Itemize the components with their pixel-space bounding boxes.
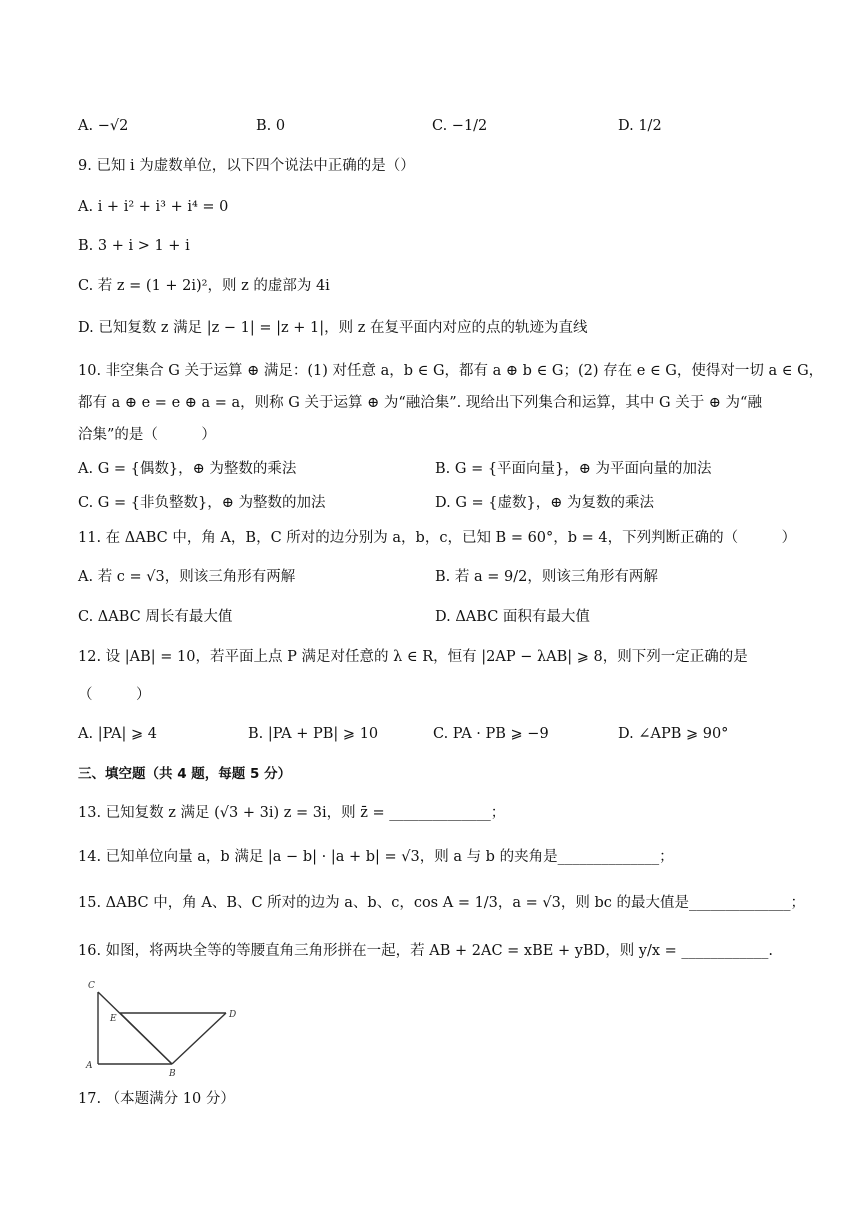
q12-option-b: B. |PA + PB| ⩾ 10 [248, 726, 379, 742]
figure-label-c: C [88, 981, 95, 991]
q10-stem-line3: 洽集”的是（ ） [78, 427, 216, 443]
q8-option-a: A. −√2 [78, 118, 129, 134]
q16-stem: 16. 如图，将两块全等的等腰直角三角形拼在一起，若 AB + 2AC = xBE + yBD，则 y/x = ____________. [78, 943, 774, 959]
q9-option-a: A. i + i² + i³ + i⁴ = 0 [78, 199, 229, 215]
q10-option-a: A. G = {偶数}，⊕ 为整数的乘法 [78, 461, 297, 477]
figure-label-d: D [229, 1010, 237, 1020]
q14-stem: 14. 已知单位向量 a，b 满足 |a − b| · |a + b| = √3，则 a 与 b 的夹角是______________； [78, 849, 674, 865]
figure-label-a: A [86, 1061, 93, 1071]
q9-option-d: D. 已知复数 z 满足 |z − 1| = |z + 1|，则 z 在复平面内对应的点的轨迹为直线 [78, 320, 588, 336]
q10-option-c: C. G = {非负整数}，⊕ 为整数的加法 [78, 495, 326, 511]
q12-option-c: C. PA · PB ⩾ −9 [433, 726, 549, 742]
q12-option-a: A. |PA| ⩾ 4 [78, 726, 157, 742]
q11-stem: 11. 在 ΔABC 中，角 A，B，C 所对的边分别为 a，b，c，已知 B = 60°，b = 4，下列判断正确的（ ） [78, 530, 797, 546]
section-fill-in-heading: 三、填空题（共 4 题，每题 5 分） [78, 766, 292, 782]
q11-option-a: A. 若 c = √3，则该三角形有两解 [78, 569, 296, 585]
q8-option-c: C. −1/2 [432, 118, 488, 134]
q15-stem: 15. ΔABC 中，角 A、B、C 所对的边为 a、b、c，cos A = 1/3，a = √3，则 bc 的最大值是______________； [78, 895, 806, 911]
figure-label-b: B [169, 1069, 176, 1078]
q9-option-b: B. 3 + i > 1 + i [78, 238, 190, 254]
q12-option-d: D. ∠APB ⩾ 90° [618, 726, 729, 742]
q11-option-d: D. ΔABC 面积有最大值 [435, 609, 590, 625]
q11-option-c: C. ΔABC 周长有最大值 [78, 609, 233, 625]
q10-stem-line1: 10. 非空集合 G 关于运算 ⊕ 满足：(1) 对任意 a，b ∈ G，都有 a ⊕ b ∈ G；(2) 存在 e ∈ G，使得对一切 a ∈ G， [78, 363, 824, 379]
q11-option-b: B. 若 a = 9/2，则该三角形有两解 [435, 569, 658, 585]
q9-option-c: C. 若 z = (1 + 2i)²，则 z 的虚部为 4i [78, 278, 330, 294]
q10-stem-line2: 都有 a ⊕ e = e ⊕ a = a，则称 G 关于运算 ⊕ 为“融洽集”. 现给出下列集合和运算，其中 G 关于 ⊕ 为“融 [78, 395, 762, 411]
q9-stem: 9. 已知 i 为虚数单位，以下四个说法中正确的是（） [78, 158, 415, 174]
q8-option-b: B. 0 [256, 118, 286, 134]
triangles-figure [80, 978, 250, 1078]
q13-stem: 13. 已知复数 z 满足 (√3 + 3i) z = 3i，则 z̄ = ______________； [78, 805, 506, 821]
figure-label-e: E [110, 1014, 117, 1024]
q12-stem-line2: （ ） [78, 687, 151, 703]
q12-stem-line1: 12. 设 |AB| = 10，若平面上点 P 满足对任意的 λ ∈ R，恒有 |2AP − λAB| ⩾ 8，则下列一定正确的是 [78, 649, 748, 665]
q17-heading: 17. （本题满分 10 分） [78, 1091, 235, 1107]
q10-option-b: B. G = {平面向量}，⊕ 为平面向量的加法 [435, 461, 712, 477]
q8-option-d: D. 1/2 [618, 118, 662, 134]
q10-option-d: D. G = {虚数}，⊕ 为复数的乘法 [435, 495, 654, 511]
